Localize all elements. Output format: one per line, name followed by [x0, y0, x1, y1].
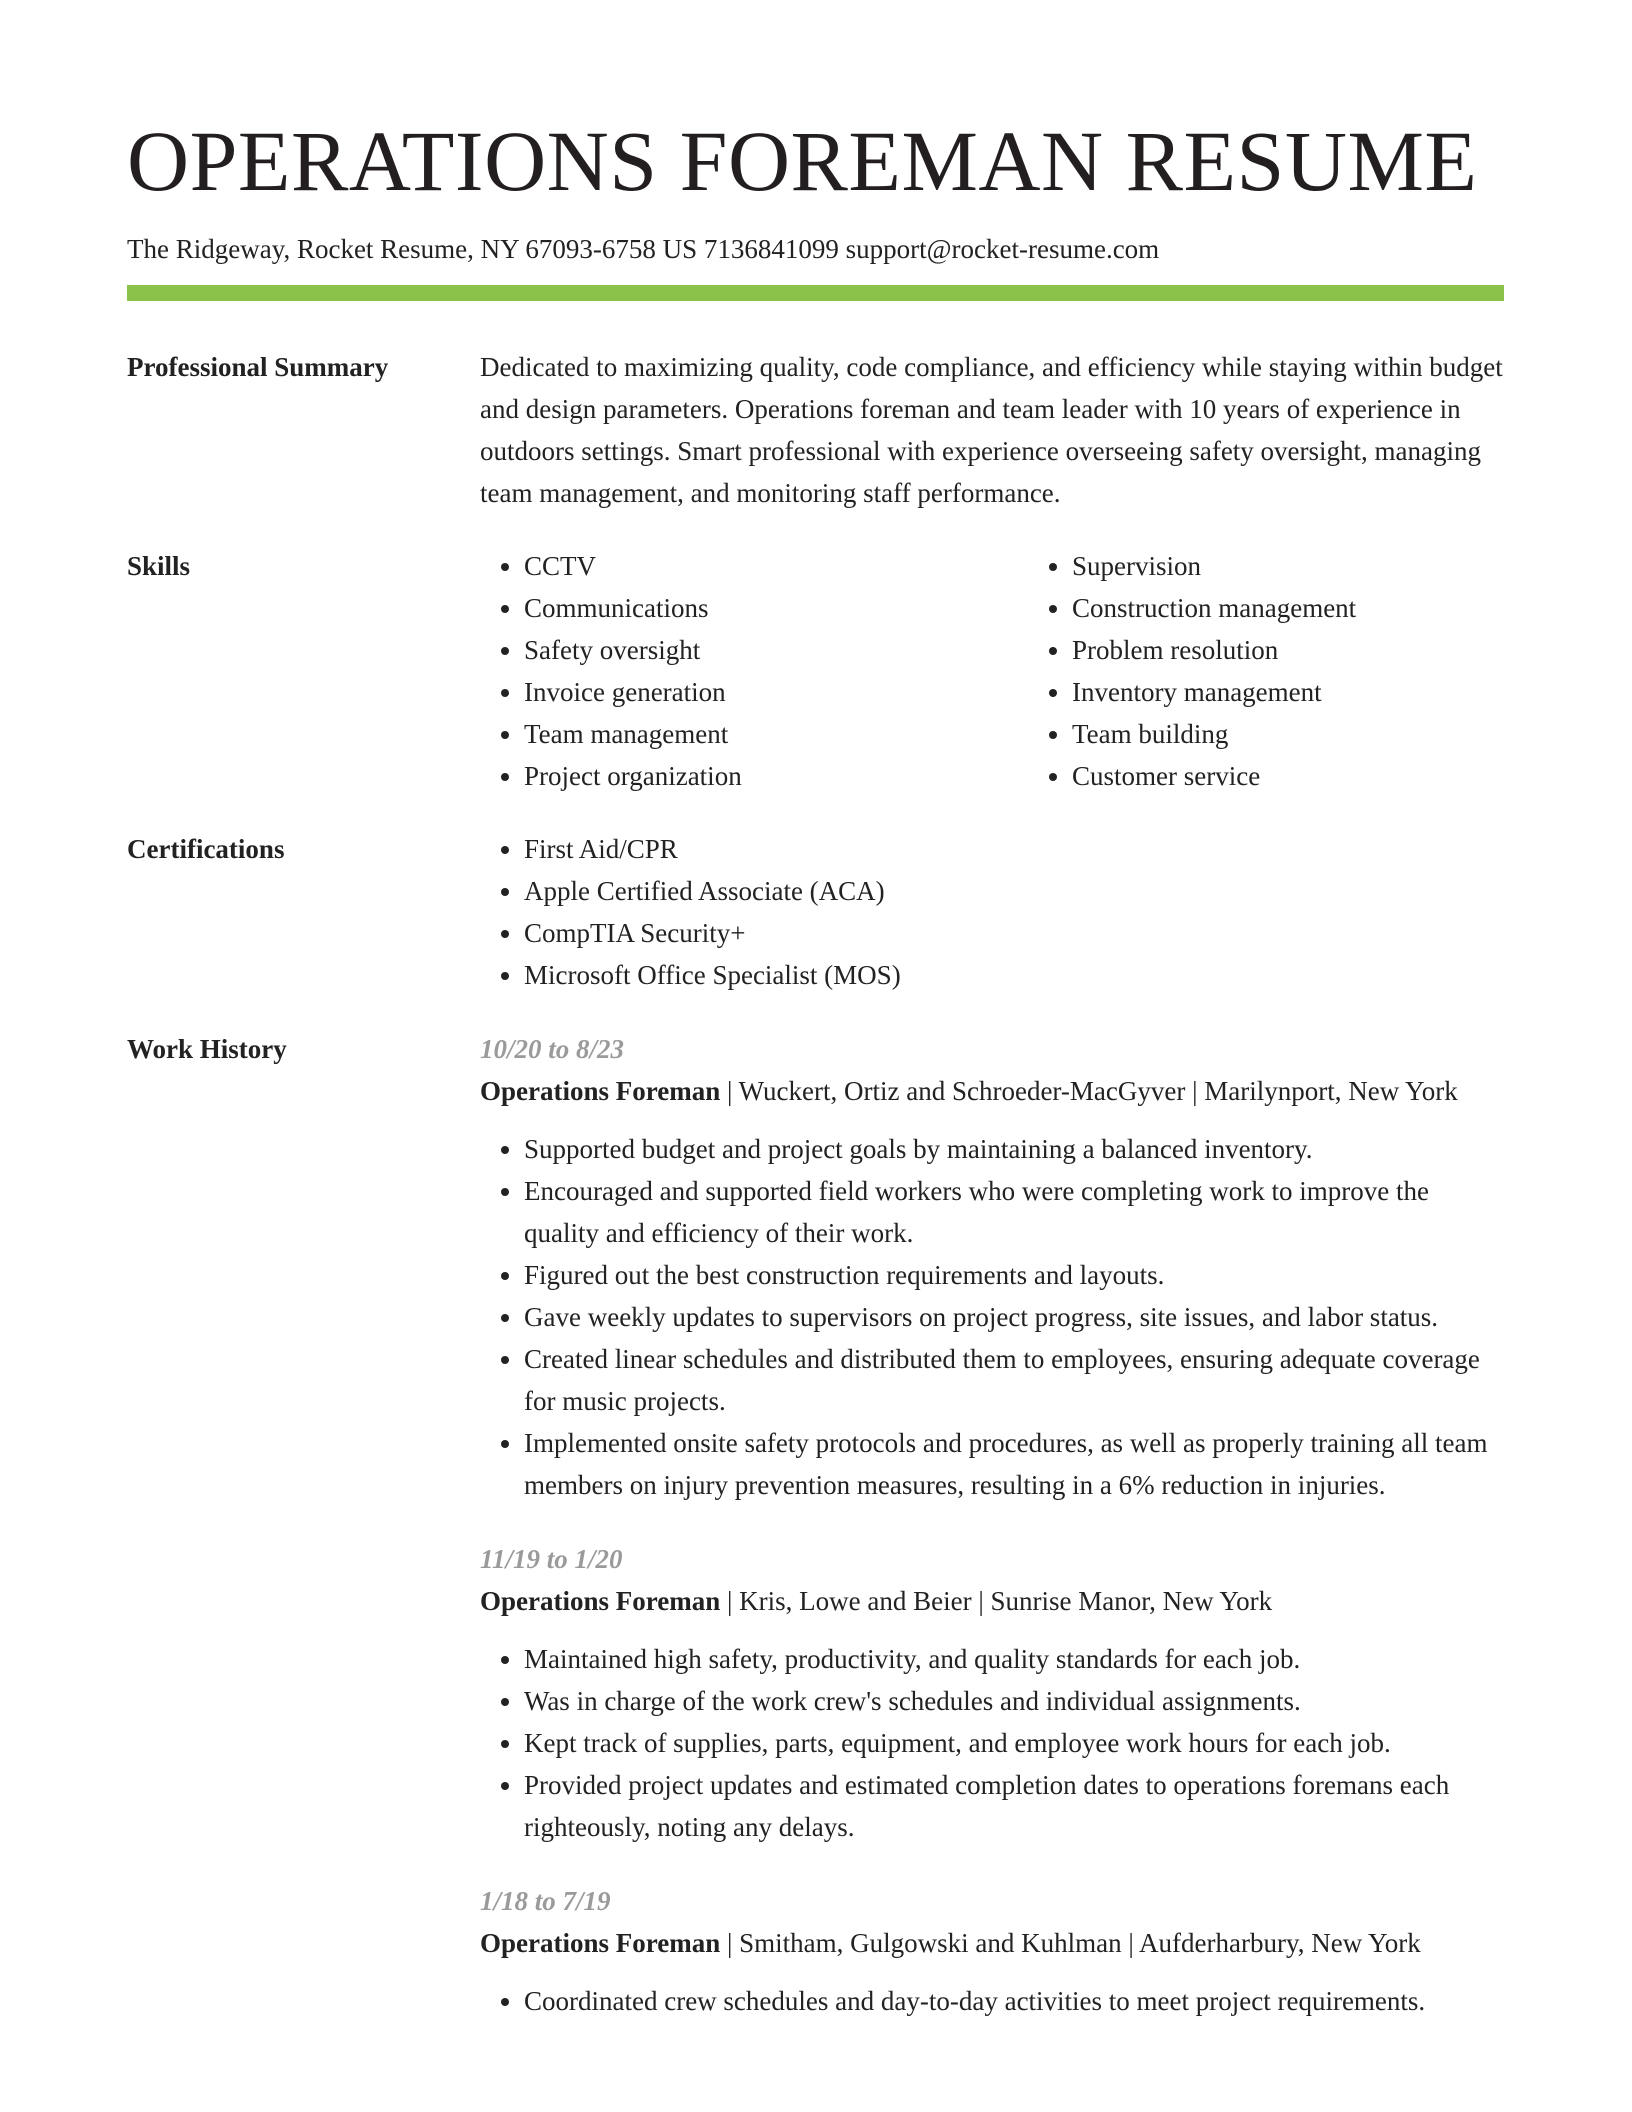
skill-item: • Team management [524, 713, 1028, 755]
job-bullet: • Provided project updates and estimated completion dates to operations foremans each righteously, noting any delays. [524, 1764, 1504, 1848]
job-title: Operations Foreman [480, 1076, 721, 1106]
job-dates: 11/19 to 1/20 [480, 1544, 623, 1574]
section-label: Professional Summary [127, 352, 389, 382]
job-entry [480, 1028, 1504, 1506]
job-bullets [480, 1638, 1504, 1848]
skills-column-1 [480, 545, 1028, 797]
job-heading [480, 1580, 1504, 1622]
job-bullet: • Kept track of supplies, parts, equipment, and employee work hours for each job. [524, 1722, 1504, 1764]
certifications-list [480, 828, 1504, 996]
job-details: | Wuckert, Ortiz and Schroeder-MacGyver | Marilynport, New York [720, 1076, 1458, 1106]
job-entry [480, 1538, 1504, 1848]
skill-item: • Construction management [1072, 587, 1576, 629]
job-bullet: • Was in charge of the work crew's schedules and individual assignments. [524, 1680, 1504, 1722]
job-details: | Kris, Lowe and Beier | Sunrise Manor, New York [720, 1586, 1273, 1616]
section-label: Work History [127, 1034, 287, 1064]
job-bullet: • Coordinated crew schedules and day-to-day activities to meet project requirements. [524, 1980, 1504, 2022]
job-bullet: • Encouraged and supported field workers who were completing work to improve the quality and efficiency of their work. [524, 1170, 1504, 1254]
job-title: Operations Foreman [480, 1586, 721, 1616]
summary-body [480, 346, 1504, 514]
job-bullets [480, 1980, 1504, 2022]
skill-item: • Communications [524, 587, 1028, 629]
certification-item: • Microsoft Office Specialist (MOS) [524, 954, 1504, 996]
job-bullets [480, 1128, 1504, 1506]
job-dates: 1/18 to 7/19 [480, 1886, 611, 1916]
skill-item: • Project organization [524, 755, 1028, 797]
skill-item: • CCTV [524, 545, 1028, 587]
job-details: | Smitham, Gulgowski and Kuhlman | Aufderharbury, New York [720, 1928, 1421, 1958]
skill-item: • Safety oversight [524, 629, 1028, 671]
job-bullet: • Maintained high safety, productivity, and quality standards for each job. [524, 1638, 1504, 1680]
accent-divider [127, 285, 1504, 301]
job-heading [480, 1922, 1504, 1964]
certification-item: • First Aid/CPR [524, 828, 1504, 870]
job-bullet: • Figured out the best construction requirements and layouts. [524, 1254, 1504, 1296]
skill-item: • Customer service [1072, 755, 1576, 797]
job-bullet: • Implemented onsite safety protocols and procedures, as well as properly training all team members on injury prevention measures, resulting in a 6% reduction in injuries. [524, 1422, 1504, 1506]
job-dates: 10/20 to 8/23 [480, 1034, 625, 1064]
skill-item: • Problem resolution [1072, 629, 1576, 671]
job-entry [480, 1880, 1504, 2022]
skill-item: • Team building [1072, 713, 1576, 755]
skill-item: • Supervision [1072, 545, 1576, 587]
section-label: Skills [127, 551, 191, 581]
certifications-body [480, 828, 1504, 996]
job-bullet: • Created linear schedules and distributed them to employees, ensuring adequate coverage for music projects. [524, 1338, 1504, 1422]
resume-title: OPERATIONS FOREMAN RESUME [127, 113, 1478, 209]
work-history-body [480, 1028, 1504, 2054]
certification-item: • CompTIA Security+ [524, 912, 1504, 954]
skill-item: • Inventory management [1072, 671, 1576, 713]
skill-item: • Invoice generation [524, 671, 1028, 713]
skills-column-2 [1028, 545, 1576, 797]
job-bullet: • Supported budget and project goals by maintaining a balanced inventory. [524, 1128, 1504, 1170]
job-title: Operations Foreman [480, 1928, 721, 1958]
summary-text: Dedicated to maximizing quality, code compliance, and efficiency while staying within budget and design parameters. Operations foreman and team leader with 10 years of experience in outdoors settings. Smart professional with experience overseeing safety oversight, managing team management, and monitoring staff performance. [480, 352, 1503, 508]
section-label: Certifications [127, 834, 285, 864]
job-bullet: • Gave weekly updates to supervisors on project progress, site issues, and labor status. [524, 1296, 1504, 1338]
contact-line: The Ridgeway, Rocket Resume, NY 67093-6758 US 7136841099 support@rocket-resume.com [127, 234, 1160, 264]
skills-body [480, 545, 1504, 797]
job-heading [480, 1070, 1504, 1112]
certification-item: • Apple Certified Associate (ACA) [524, 870, 1504, 912]
